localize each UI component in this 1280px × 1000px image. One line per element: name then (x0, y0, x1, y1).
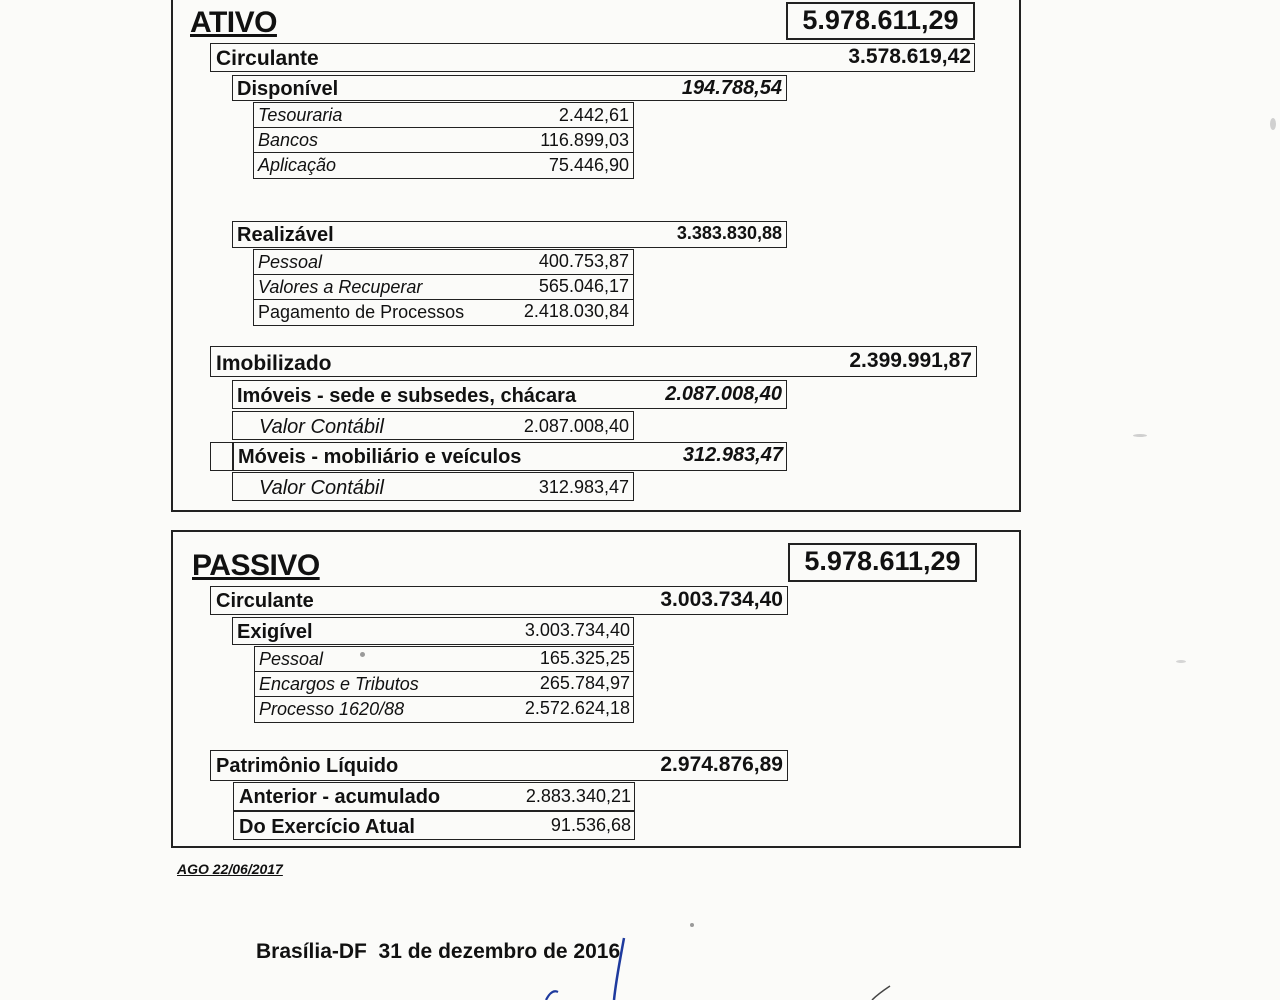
item-label: Encargos e Tributos (259, 674, 419, 694)
item-value: 75.446,90 (548, 155, 629, 175)
list-item (255, 647, 633, 672)
anterior-value: 2.883.340,21 (525, 786, 631, 806)
exigivel-label: Exigível (237, 621, 313, 643)
item-label: Pessoal (258, 252, 323, 272)
passivo-circulante-label: Circulante (216, 590, 314, 612)
ativo-circulante-row (210, 43, 975, 72)
moveis-item (232, 472, 634, 501)
item-value: 265.784,97 (539, 673, 630, 693)
place-date: Brasília-DF 31 de dezembro de 2016 (256, 940, 621, 963)
exigivel-row (232, 617, 634, 645)
ativo-title: ATIVO (190, 6, 277, 39)
moveis-divider (232, 442, 234, 471)
item-label: Processo 1620/88 (259, 699, 405, 719)
realizavel-label: Realizável (237, 224, 334, 246)
patrimonio-label: Patrimônio Líquido (216, 755, 399, 777)
item-value: 312.983,47 (538, 477, 629, 497)
list-item (255, 697, 633, 722)
item-label: Pagamento de Processos (258, 302, 465, 322)
list-item (254, 153, 633, 178)
passivo-total: 5.978.611,29 (788, 543, 977, 582)
exercicio-row (233, 811, 635, 840)
item-value: 400.753,87 (538, 251, 629, 271)
disponivel-row (232, 75, 787, 101)
disponivel-items (253, 102, 634, 179)
item-label: Aplicação (258, 155, 337, 175)
imoveis-value: 2.087.008,40 (665, 383, 782, 405)
disponivel-label: Disponível (237, 78, 339, 100)
ativo-total: 5.978.611,29 (786, 2, 975, 40)
scan-speck (1176, 660, 1186, 663)
list-item (254, 128, 633, 153)
exigivel-items (254, 646, 634, 723)
imoveis-item (232, 411, 634, 440)
signature-stroke (530, 930, 690, 1000)
signature-mark-right (868, 984, 898, 1000)
item-label: Tesouraria (258, 105, 343, 125)
passivo-title: PASSIVO (192, 549, 320, 582)
moveis-label: Móveis - mobiliário e veículos (238, 446, 522, 468)
imobilizado-label: Imobilizado (216, 352, 332, 375)
list-item (254, 103, 633, 128)
item-value: 2.572.624,18 (524, 698, 630, 718)
item-value: 116.899,03 (540, 130, 629, 150)
item-label: Bancos (258, 130, 319, 150)
ativo-circulante-value: 3.578.619,42 (848, 45, 971, 68)
item-value: 165.325,25 (539, 648, 630, 668)
list-item (254, 250, 633, 275)
patrimonio-row (210, 750, 788, 781)
item-label: Valores a Recuperar (258, 277, 423, 297)
item-label: Valor Contábil (259, 477, 384, 499)
ativo-circulante-label: Circulante (216, 47, 319, 70)
moveis-value: 312.983,47 (682, 444, 783, 466)
anterior-row (233, 782, 635, 811)
item-value: 2.087.008,40 (523, 416, 629, 436)
realizavel-row (232, 221, 787, 248)
disponivel-value: 194.788,54 (681, 77, 782, 99)
scan-speck (1133, 434, 1147, 437)
passivo-circulante-value: 3.003.734,40 (660, 588, 783, 611)
realizavel-value: 3.383.830,88 (676, 223, 782, 243)
exercicio-label: Do Exercício Atual (239, 816, 415, 838)
item-value: 2.418.030,84 (523, 301, 629, 321)
item-value: 2.442,61 (558, 105, 629, 125)
scan-speck (690, 923, 694, 927)
item-label: Valor Contábil (259, 416, 384, 438)
list-item (254, 275, 633, 300)
ago-note: AGO 22/06/2017 (177, 861, 283, 877)
anterior-label: Anterior - acumulado (239, 786, 441, 808)
imobilizado-row (210, 346, 977, 377)
patrimonio-value: 2.974.876,89 (660, 753, 783, 776)
list-item (255, 672, 633, 697)
item-value: 565.046,17 (538, 276, 629, 296)
scan-speck (360, 652, 365, 657)
scan-speck (1270, 118, 1276, 130)
imoveis-label: Imóveis - sede e subsedes, chácara (237, 385, 577, 407)
realizavel-items (253, 249, 634, 326)
imobilizado-value: 2.399.991,87 (849, 349, 972, 372)
exercicio-value: 91.536,68 (550, 815, 631, 835)
imoveis-row (232, 380, 787, 409)
item-label: Pessoal (259, 649, 324, 669)
passivo-circulante-row (210, 586, 788, 615)
exigivel-value: 3.003.734,40 (524, 620, 630, 640)
list-item (254, 300, 633, 325)
